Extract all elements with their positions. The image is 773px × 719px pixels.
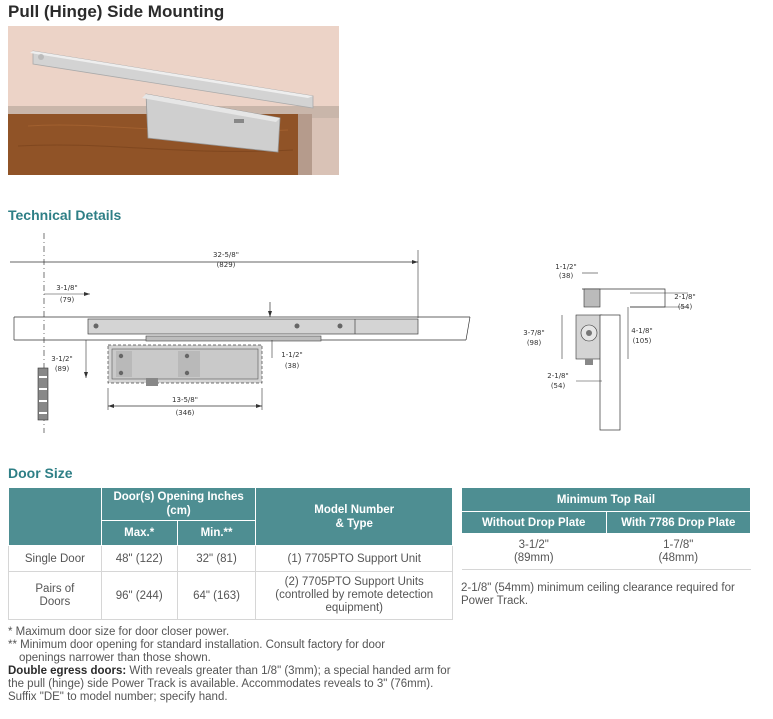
dim-closer-length-mm: (346) [175, 409, 195, 417]
header-blank [9, 488, 102, 546]
note-min: ** Minimum door opening for standard installation. Consult factory for door [8, 639, 386, 651]
door-size-table [8, 487, 453, 620]
dim-side-left-mm: (98) [526, 339, 542, 347]
door-size-heading: Door Size [8, 465, 73, 481]
technical-details-heading: Technical Details [8, 207, 122, 223]
note-max: * Maximum door size for door closer power. [8, 626, 230, 638]
rail-col-without: Without Drop Plate [462, 512, 607, 534]
dim-side-right: 4-1/8" [631, 327, 653, 335]
header-model: Model Number & Type [256, 488, 453, 546]
note-min-cont: openings narrower than those shown. [19, 652, 211, 664]
rail-header: Minimum Top Rail [462, 488, 751, 512]
door-type: Single Door [9, 546, 102, 572]
dim-arm-drop: 1-1/2" [281, 351, 303, 359]
door-type: Pairs of Doors [9, 572, 102, 620]
rail-value-with: 1-7/8" (48mm) [606, 534, 751, 570]
dim-side-top: 1-1/2" [555, 263, 577, 271]
header-min: Min.** [177, 521, 256, 546]
dim-arm-drop-mm: (38) [284, 362, 300, 370]
door-max: 48" (122) [101, 546, 177, 572]
side-section-drawing [510, 255, 710, 435]
rail-value-without: 3-1/2" (89mm) [462, 534, 607, 570]
dim-offset-mm: (79) [59, 296, 75, 304]
product-photo [8, 26, 339, 175]
table-row [462, 534, 751, 570]
table-row [9, 572, 453, 620]
dim-height-mm: (89) [54, 365, 70, 373]
dim-side-top-mm: (38) [558, 272, 574, 280]
dim-closer-length: 13-5/8" [172, 396, 198, 404]
dim-side-left: 3-7/8" [523, 329, 545, 337]
dim-side-right-top: 2-1/8" [674, 293, 696, 301]
dim-side-right-mm: (105) [632, 337, 652, 345]
dim-side-bottom-mm: (54) [550, 382, 566, 390]
door-model: (2) 7705PTO Support Units (controlled by remote detection equipment) [256, 572, 453, 620]
dim-overall-length: 32-5/8" [213, 251, 239, 259]
note-double-egress: Double egress doors: With reveals greater than 1/8" (3mm); a special handed arm for the pull (hinge) side Power Track is available. Accommodates reveals to 3" (76mm). Suffix "DE" to model number; specify hand. [8, 665, 451, 703]
door-min: 32" (81) [177, 546, 256, 572]
door-model: (1) 7705PTO Support Unit [256, 546, 453, 572]
door-max: 96" (244) [101, 572, 177, 620]
rail-col-with: With 7786 Drop Plate [606, 512, 751, 534]
dim-side-right-top-mm: (54) [677, 303, 693, 311]
footnotes [8, 626, 458, 704]
header-opening: Door(s) Opening Inches (cm) [101, 488, 256, 521]
dim-offset: 3-1/8" [56, 284, 78, 292]
header-max: Max.* [101, 521, 177, 546]
top-rail-table [461, 487, 751, 570]
dim-height: 3-1/2" [51, 355, 73, 363]
front-elevation-drawing [0, 228, 480, 438]
page-title: Pull (Hinge) Side Mounting [8, 2, 225, 21]
ceiling-clearance-note: 2-1/8" (54mm) minimum ceiling clearance required for Power Track. [461, 582, 735, 607]
table-row [9, 546, 453, 572]
door-min: 64" (163) [177, 572, 256, 620]
dim-overall-length-mm: (829) [216, 261, 236, 269]
dim-side-bottom: 2-1/8" [547, 372, 569, 380]
